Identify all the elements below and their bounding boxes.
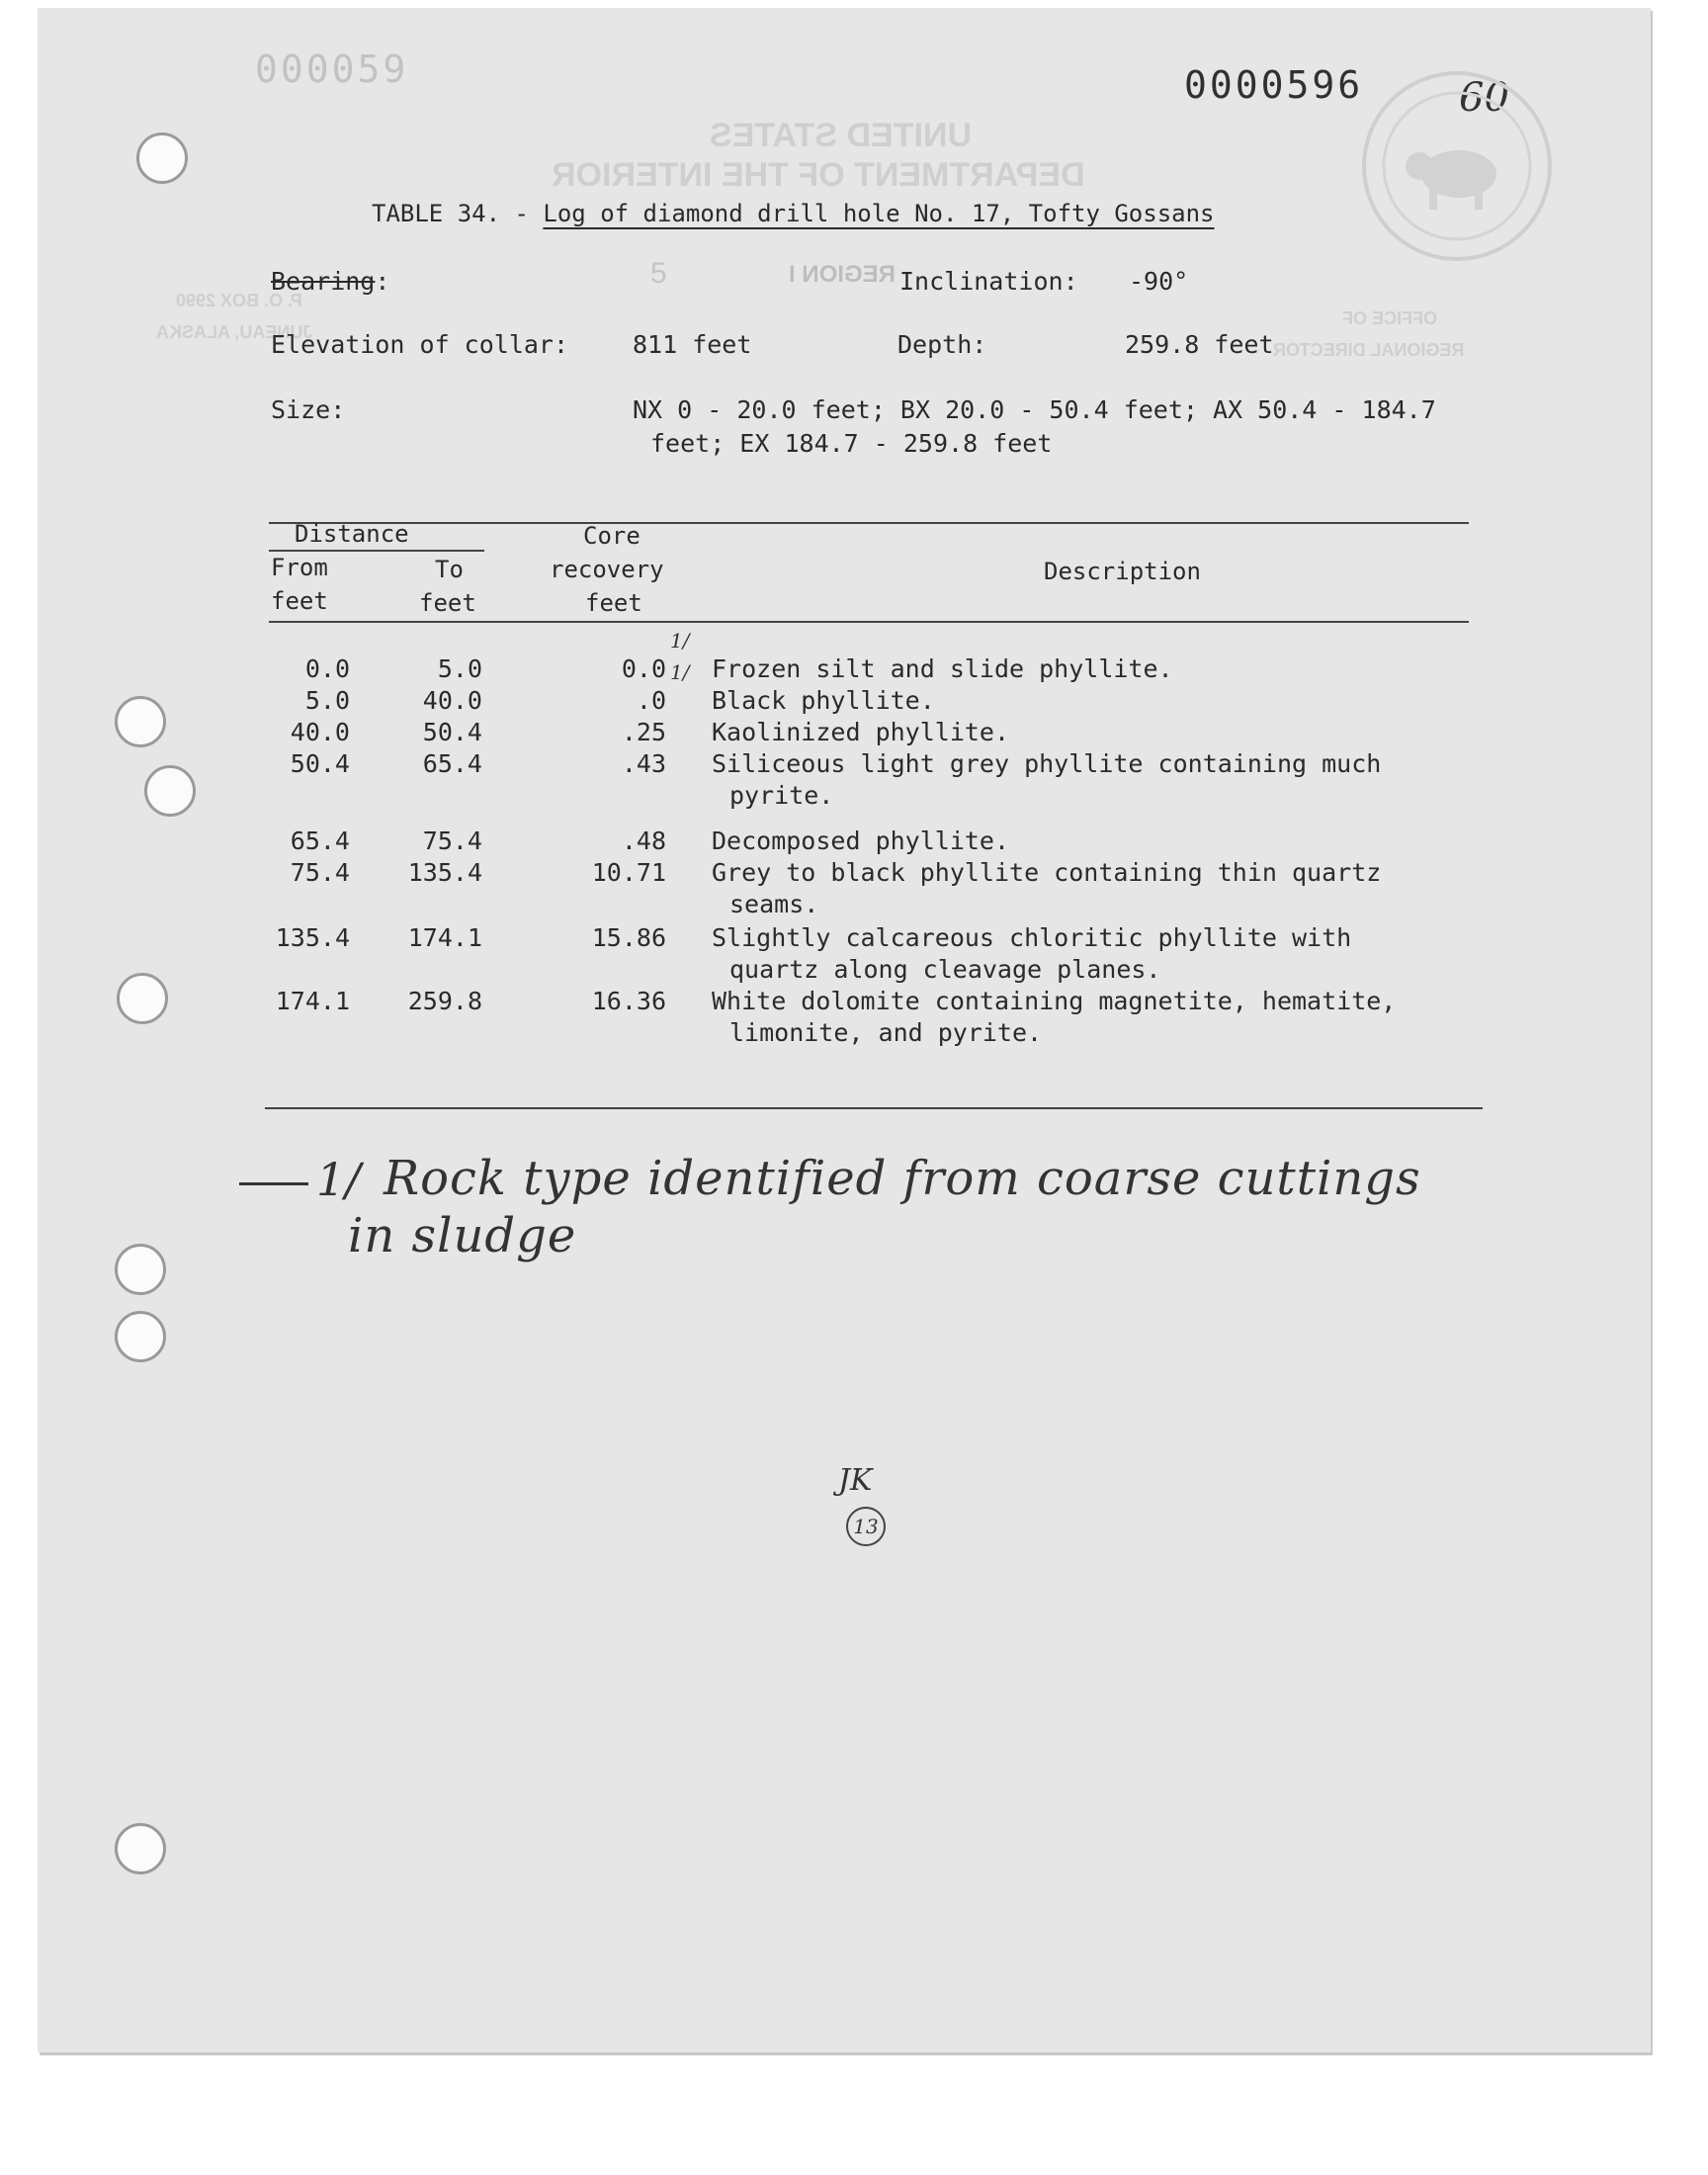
stamp-line-1: UNITED STATES [710, 117, 973, 154]
depth-value: 259.8 feet [1125, 330, 1274, 359]
binder-hole [115, 1311, 166, 1362]
cell-description-line-2: limonite, and pyrite. [729, 1018, 1043, 1047]
table-bottom-rule [265, 1107, 1483, 1109]
core-header-2: recovery [550, 556, 664, 583]
cell-core-footnote-mark: 1/ [670, 629, 690, 652]
cell-description-line-1: White dolomite containing magnetite, hematite, [712, 987, 1397, 1015]
cell-to: 259.8 [407, 987, 482, 1015]
bearing-label: Bearing [271, 267, 376, 296]
cell-from: 65.4 [290, 826, 350, 855]
stamp-line-6: OFFICE OF [1342, 308, 1437, 328]
size-line-2: feet; EX 184.7 - 259.8 feet [650, 429, 1053, 458]
cell-core: 16.36 [591, 987, 666, 1015]
cell-core-footnote-mark: 1/ [670, 660, 690, 684]
cell-description-line-1: Siliceous light grey phyllite containing much [712, 749, 1382, 778]
stamp-line-3: REGION I [789, 261, 897, 288]
cell-core: .43 [621, 749, 666, 778]
table-header-rule [269, 621, 1469, 623]
cell-description-line-1: Frozen silt and slide phyllite. [712, 654, 1173, 683]
cell-to: 65.4 [422, 749, 482, 778]
binder-hole [144, 765, 196, 817]
table-top-rule [269, 522, 1469, 524]
cell-description-line-2: pyrite. [729, 781, 834, 810]
binder-hole [136, 132, 188, 184]
table-title-prefix: TABLE 34. - [372, 200, 544, 227]
cell-to: 50.4 [422, 718, 482, 746]
binder-hole [115, 1823, 166, 1874]
distance-header: Distance [295, 520, 409, 548]
cell-description-line-1: Grey to black phyllite containing thin quartz [712, 858, 1382, 887]
cell-description-line-1: Kaolinized phyllite. [712, 718, 1010, 746]
cell-to: 40.0 [422, 686, 482, 715]
cell-to: 135.4 [407, 858, 482, 887]
stamp-line-2: DEPARTMENT OF THE INTERIOR [552, 156, 1085, 194]
footnote-line-2: in sludge [348, 1208, 577, 1263]
size-label: Size: [271, 395, 346, 424]
cell-core: 0.0 [621, 654, 666, 683]
elevation-label: Elevation of collar: [271, 330, 569, 359]
cell-core: .25 [621, 718, 666, 746]
cell-from: 40.0 [290, 718, 350, 746]
binder-hole [115, 1244, 166, 1295]
faint-page-number: 000059 [255, 47, 409, 91]
cell-to: 5.0 [437, 654, 482, 683]
table-title [372, 200, 1215, 227]
bearing-field [271, 267, 389, 296]
footnote-line-1: Rock type identified from coarse cuttings [384, 1151, 1421, 1206]
cell-from: 75.4 [290, 858, 350, 887]
table-title-main: Log of diamond drill hole No. 17, Tofty Gossans [543, 200, 1215, 227]
stamp-line-5: JUNEAU, ALASKA [156, 322, 313, 342]
cell-to: 174.1 [407, 923, 482, 952]
cell-from: 135.4 [275, 923, 350, 952]
stamp-line-7: REGIONAL DIRECTOR [1273, 340, 1465, 360]
bearing-colon: : [375, 267, 390, 296]
circled-number-text: 13 [853, 1515, 879, 1538]
document-page [38, 8, 1651, 2052]
size-line-1: NX 0 - 20.0 feet; BX 20.0 - 50.4 feet; AX 50.4 - 184.7 [633, 395, 1436, 424]
inclination-value: -90° [1129, 267, 1189, 296]
cell-to: 75.4 [422, 826, 482, 855]
circled-number [846, 1507, 886, 1546]
cell-description-line-2: quartz along cleavage planes. [729, 955, 1161, 984]
core-header-3: feet [585, 589, 642, 617]
binder-hole [115, 696, 166, 747]
seal-icon [1358, 67, 1556, 265]
from-header-2: feet [271, 587, 328, 615]
description-header: Description [1044, 558, 1201, 585]
handwritten-page-number: 60 [1459, 75, 1509, 121]
footnote-dash [239, 1182, 308, 1185]
from-header-1: From [271, 554, 328, 581]
cell-from: 0.0 [304, 654, 350, 683]
cell-description-line-1: Black phyllite. [712, 686, 935, 715]
cell-from: 174.1 [275, 987, 350, 1015]
binder-hole [117, 973, 168, 1024]
document-number: 0000596 [1184, 63, 1364, 107]
elevation-value: 811 feet [633, 330, 752, 359]
cell-description-line-2: seams. [729, 890, 819, 918]
core-header-1: Core [583, 522, 640, 550]
cell-core: 10.71 [591, 858, 666, 887]
inclination-label: Inclination: [899, 267, 1078, 296]
cell-description-line-1: Slightly calcareous chloritic phyllite with [712, 923, 1352, 952]
cell-description-line-1: Decomposed phyllite. [712, 826, 1010, 855]
stamp-line-4: P. O. BOX 2990 [176, 291, 302, 310]
cell-from: 5.0 [304, 686, 350, 715]
footnote-marker: 1/ [316, 1153, 361, 1206]
stamp-mark: 5 [650, 257, 667, 290]
to-header-1: To [435, 556, 464, 583]
initials: JK [838, 1463, 873, 1498]
cell-from: 50.4 [290, 749, 350, 778]
cell-core: .0 [636, 686, 666, 715]
to-header-2: feet [419, 589, 476, 617]
cell-core: .48 [621, 826, 666, 855]
depth-label: Depth: [897, 330, 987, 359]
cell-core: 15.86 [591, 923, 666, 952]
